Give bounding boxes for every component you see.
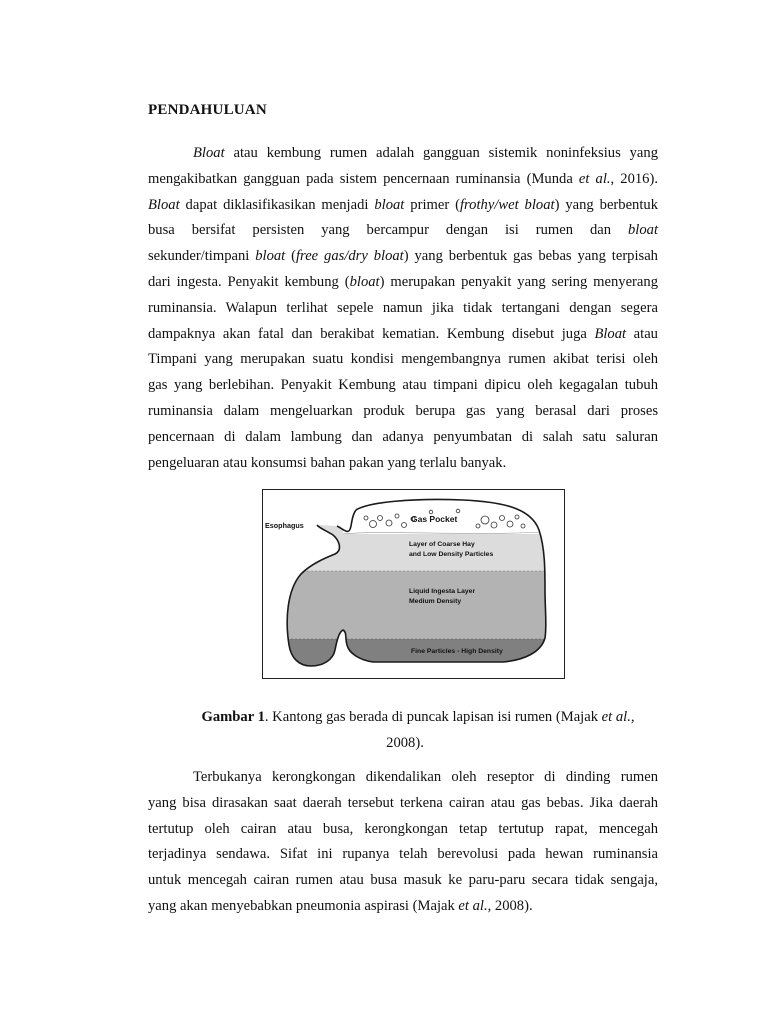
text-run: , 2016).	[610, 170, 658, 187]
paragraph-line	[148, 425, 658, 451]
text-run: ruminansia. Walapun terlihat sepele namun jika tidak tertangani dengan segera	[148, 299, 658, 316]
paragraph-line	[148, 296, 658, 322]
text-run: gas yang berlebihan. Penyakit Kembung atau timpani dipicu oleh kegagalan tubuh	[148, 377, 658, 394]
figure-caption	[148, 704, 658, 756]
italic-term: Bloat	[148, 196, 180, 213]
text-run: sekunder/timpani	[148, 248, 256, 265]
paragraph-line	[148, 322, 658, 348]
text-run: Timpani yang merupakan suatu kondisi mengembangnya rumen akibat terisi oleh	[148, 351, 658, 368]
text-run: ) merupakan penyakit yang sering menyerang	[379, 273, 658, 290]
label-esophagus: Esophagus	[265, 521, 304, 530]
italic-term: et al.	[458, 897, 488, 914]
text-run: tertutup oleh cairan atau busa, kerongkongan tetap tertutup rapat, mencegah	[148, 820, 658, 837]
italic-term: Bloat	[594, 325, 627, 342]
italic-term: et al.	[578, 170, 611, 187]
text-run: , 2008).	[487, 897, 533, 914]
paragraph-line	[148, 270, 658, 296]
paragraph-second	[148, 765, 658, 920]
text-run: pencernaan di dalam lambung dan adanya penyumbatan di salah satu saluran	[148, 428, 658, 445]
paragraph-intro	[148, 141, 658, 476]
text-run: ruminansia dalam mengeluarkan produk berupa gas yang berasal dari proses	[148, 402, 658, 419]
rumen-diagram-svg	[263, 490, 563, 677]
paragraph-line	[148, 218, 658, 244]
paragraph-line	[148, 167, 658, 193]
text-run: terjadinya sendawa. Sifat ini rupanya telah berevolusi pada hewan ruminansia	[148, 846, 658, 863]
paragraph-line	[148, 347, 658, 373]
paragraph-line	[148, 141, 658, 167]
paragraph-line	[148, 193, 658, 219]
italic-term: frothy/wet bloat	[459, 196, 555, 213]
section-heading: PENDAHULUAN	[148, 102, 267, 118]
label-liquid-layer-2: Medium Density	[409, 598, 462, 605]
label-liquid-layer-1: Liquid Ingesta Layer	[409, 588, 476, 595]
label-coarse-layer-2: and Low Density Particles	[409, 551, 494, 558]
italic-term: Bloat	[193, 145, 225, 161]
paragraph-line	[148, 451, 658, 477]
label-fine-particles: Fine Particles - High Density	[411, 648, 503, 655]
paragraph-line	[148, 842, 658, 868]
text-run: mengakibatkan gangguan pada sistem pencernaan ruminansia (Munda	[148, 170, 579, 187]
paragraph-line	[148, 817, 658, 843]
text-run: pengeluaran atau konsumsi bahan pakan yang terlalu banyak.	[148, 454, 507, 471]
label-gas-pocket: Gas Pocket	[411, 514, 458, 524]
paragraph-line	[148, 373, 658, 399]
figure-rumen-diagram	[262, 489, 565, 679]
label-coarse-layer-1: Layer of Coarse Hay	[409, 541, 475, 548]
fine-layer-fill	[263, 639, 563, 677]
italic-term: free gas/dry bloat	[296, 248, 404, 265]
text-run: atau kembung rumen adalah gangguan sistemik noninfeksius yang	[224, 145, 658, 161]
caption-text: . Kantong gas berada di puncak lapisan isi rumen (Majak	[264, 709, 602, 725]
text-run: primer (	[404, 196, 460, 213]
text-run: untuk mencegah cairan rumen atau busa masuk ke paru-paru secara tidak sengaja,	[148, 872, 658, 889]
text-run: busa bersifat persisten yang bercampur dengan isi rumen dan	[148, 222, 628, 239]
text-run: ) yang berbentuk gas bebas yang terpisah	[403, 248, 658, 265]
paragraph-line	[148, 765, 658, 791]
text-run: atau	[626, 325, 658, 342]
paragraph-line	[148, 244, 658, 270]
text-run: Terbukanya kerongkongan dikendalikan oleh reseptor di dinding rumen	[193, 769, 658, 785]
paragraph-line	[148, 791, 658, 817]
text-run: yang bisa dirasakan saat daerah tersebut terkena cairan atau gas bebas. Jika daerah	[148, 794, 658, 811]
caption-italic: et al.,	[601, 709, 635, 725]
caption-line-2: 2008).	[386, 735, 424, 751]
text-run: dampaknya akan fatal dan berakibat kematian. Kembung disebut juga	[148, 325, 595, 342]
text-run: ) yang berbentuk	[554, 196, 658, 213]
italic-term: bloat	[374, 196, 405, 213]
text-run: yang akan menyebabkan pneumonia aspirasi (Majak	[148, 897, 459, 914]
paragraph-line	[148, 399, 658, 425]
caption-line-1	[148, 704, 658, 730]
liquid-layer-fill	[263, 571, 563, 639]
paragraph-line	[148, 894, 658, 920]
italic-term: bloat	[255, 248, 286, 265]
paragraph-line	[148, 868, 658, 894]
italic-term: bloat	[349, 273, 380, 290]
italic-term: bloat	[628, 222, 658, 239]
text-run: dari ingesta. Penyakit kembung (	[148, 273, 350, 290]
caption-label: Gambar 1	[201, 709, 265, 725]
text-run: dapat diklasifikasikan menjadi	[179, 196, 375, 213]
text-run: (	[285, 248, 296, 265]
